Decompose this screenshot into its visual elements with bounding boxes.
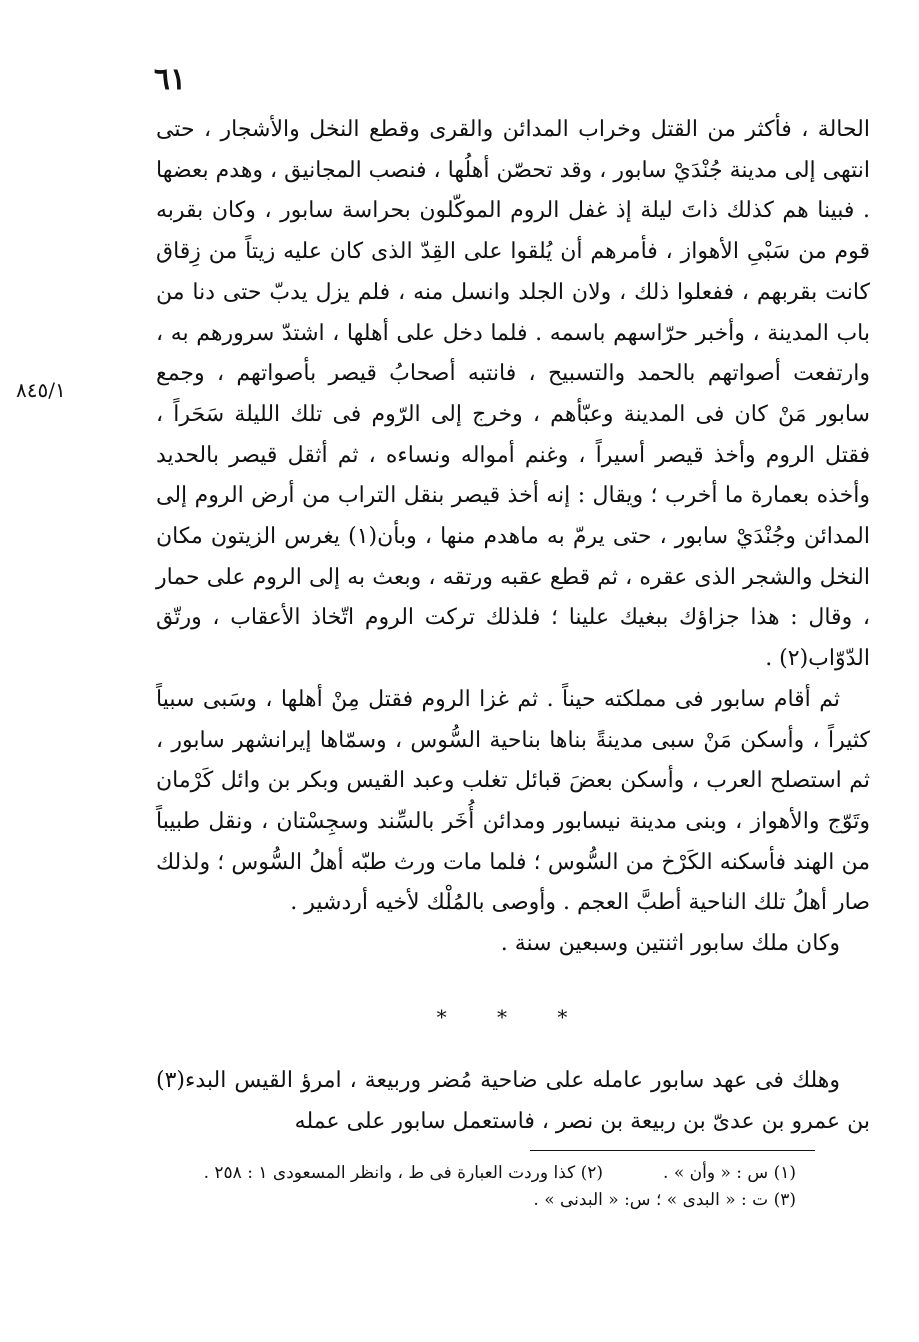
paragraph: وكان ملك سابور اثنتين وسبعين سنة . (500, 931, 840, 957)
paragraph: وهلك فى عهد سابور عامله على ضاحية مُضر وربيعة ، امرؤ القيس البدء(٣) بن عمرو بن عدىّ بن ربيعة بن نصر ، فاستعمل سابور على عمله (156, 1068, 870, 1134)
main-text-block (156, 110, 870, 965)
page-number: ٦١ (153, 62, 187, 97)
footnote-line (156, 1187, 796, 1214)
paragraph: الحالة ، فأكثر من القتل وخراب المدائن والقرى وقطع النخل والأشجار ، حتى انتهى إلى مدينة جُنْدَيْ سابور ، وقد تحصّن أهلُها ، فنصب المجانيق ، وهدم بعضها . فبينا هم كذلك ذاتَ ليلة إذ غفل الروم الموكّلون بحراسة سابور ، وكان بقربه قوم من سَبْىِ الأهواز ، فأمرهم أن يُلقوا على القِدّ الذى كان عليه زيتاً من زِقاق كانت بقربهم ، ففعلوا ذلك ، ولان الجلد وانسل منه ، فلم يزل يدبّ حتى دنا من باب المدينة ، وأخبر حرّاسهم باسمه . فلما دخل على أهلها ، اشتدّ سرورهم به ، وارتفعت أصواتهم بالحمد والتسبيح ، فانتبه أصحابُ قيصر بأصواتهم ، وجمع سابور مَنْ كان فى المدينة وعبّأهم ، وخرج إلى الرّوم فى تلك الليلة سَحَراً ، فقتل الروم وأخذ قيصر أسيراً ، وغنم أمواله ونساءه ، ثم أثقل قيصر بالحديد وأخذه بعمارة ما أخرب ؛ ويقال : إنه أخذ قيصر بنقل التراب من أرض الروم إلى المدائن وجُنْدَيْ سابور ، حتى يرمّ به ماهدم منها ، وبأن(١) يغرس الزيتون مكان النخل والشجر الذى عقره ، ثم قطع عقبه ورتقه ، وبعث به إلى الروم على حمار ، وقال : هذا جزاؤك ببغيك علينا ؛ فلذلك تركت الروم اتّخاذ الأعقاب ، ورتّق الدّوّاب(٢) . (156, 117, 870, 672)
footnote-3: (٣) ت : « البدى » ؛ س: « البدنى » . (533, 1190, 796, 1210)
footnotes (156, 1160, 796, 1214)
footnote-divider (530, 1150, 815, 1151)
footnote-line (156, 1160, 796, 1187)
footnote-2: (٢) كذا وردت العبارة فى ط ، وانظر المسعودى ١ : ٢٥٨ . (203, 1163, 604, 1183)
footnote-1: (١) س : « وأن » . (663, 1163, 796, 1183)
margin-reference: ٨٤٥/١ (16, 378, 66, 402)
section-separator: * * * (436, 1005, 590, 1029)
second-text-block (156, 1060, 870, 1142)
paragraph: ثم أقام سابور فى مملكته حيناً . ثم غزا الروم فقتل مِنْ أهلها ، وسَبى سبياً كثيراً ، وأسكن مَنْ سبى مدينةً بناها بناحية السُّوس ، وسمّاها إيرانشهر سابور ، ثم استصلح العرب ، وأسكن بعضَ قبائل تغلب وعبد القيس وبكر بن وائل كَرْمان وتَوّج والأهواز ، وبنى مدينة نيسابور ومدائن أُخَر بالسِّند وسجِسْتان ، ونقل طبيباً من الهند فأسكنه الكَرْخ من السُّوس ؛ فلما مات ورث طبّه أهلُ السُّوس ؛ ولذلك صار أهلُ تلك الناحية أطبَّ العجم . وأوصى بالمُلْك لأخيه أردشير . (156, 686, 870, 916)
